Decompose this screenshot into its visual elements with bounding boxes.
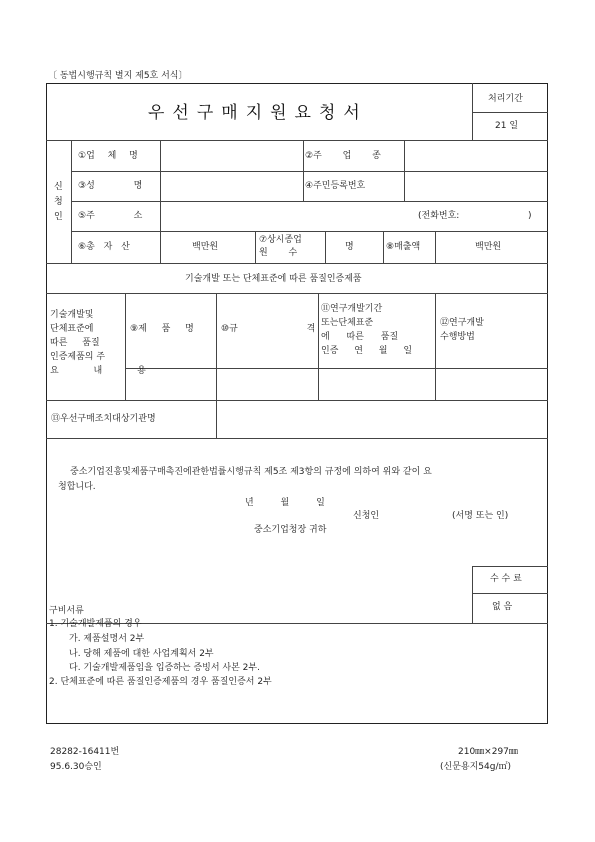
documents-heading: 구비서류 xyxy=(49,606,84,616)
form-number: 28282-16411번 xyxy=(50,747,120,757)
phone-label: (전화번호: xyxy=(418,211,460,221)
paper-type: (신문용지54g/㎡) xyxy=(440,762,511,772)
sales-unit: 백만원 xyxy=(475,242,502,252)
period-label-4: 인증 연 월 일 xyxy=(321,346,413,356)
date-line: 년 월 일 xyxy=(245,498,325,508)
phone-close: ) xyxy=(528,211,532,221)
name-label: ③성 명 xyxy=(78,181,143,191)
approval-date: 95.6.30승인 xyxy=(50,762,102,772)
address-label: ⑤주 소 xyxy=(78,211,143,221)
product-name-label: ⑨제 품 명 xyxy=(130,324,194,334)
company-name-label: ①업 체 명 xyxy=(78,151,138,161)
product-section-heading: 기술개발 또는 단체표준에 따른 품질인증제품 xyxy=(185,274,362,284)
statement-line-2: 청합니다. xyxy=(58,482,96,492)
processing-period-label: 처리기간 xyxy=(488,94,523,104)
product-row-label-4: 인증제품의 주 xyxy=(50,352,106,362)
employees-label-2: 원 수 xyxy=(259,248,298,258)
paper-size: 210㎜×297㎜ xyxy=(458,747,518,757)
applicant-label-3: 인 xyxy=(54,212,63,222)
applicant-sign: 신청인 xyxy=(353,511,380,521)
document-item: 2. 단체표준에 따른 품질인증제품의 경우 품질인증서 2부 xyxy=(49,677,272,687)
method-label-2: 수행방법 xyxy=(440,332,475,342)
addressee: 중소기업청장 귀하 xyxy=(254,525,327,535)
capital-unit: 백만원 xyxy=(192,242,219,252)
document-item: 다. 기술개발제품임을 입증하는 증빙서 사본 2부. xyxy=(69,663,260,673)
spec-label: ⑩규 격 xyxy=(221,324,316,334)
capital-label: ⑥총 자 산 xyxy=(78,242,130,252)
form-reference: 〔 동법시행규칙 별지 제5호 서식〕 xyxy=(48,71,188,81)
applicant-label-1: 신 xyxy=(54,182,63,192)
sign-note: (서명 또는 인) xyxy=(452,511,509,521)
employees-unit: 명 xyxy=(345,242,354,252)
method-label-1: ⑫연구개발 xyxy=(440,318,484,328)
processing-period-value: 21 일 xyxy=(495,121,519,131)
product-row-label-3: 따른 품질 xyxy=(50,338,100,348)
sales-label: ⑧매출액 xyxy=(386,242,421,252)
fee-label: 수 수 료 xyxy=(490,574,522,584)
product-row-label-1: 기술개발및 xyxy=(50,310,94,320)
period-label-2: 또는단체표준 xyxy=(321,318,374,328)
fee-value: 없 음 xyxy=(492,602,513,612)
target-org-label: ⑬우선구매조치대상기관명 xyxy=(51,414,156,424)
statement-line-1: 중소기업진흥및제품구매촉진에관한법률시행규칙 제5조 제3항의 규정에 의하여 위와 같이 요 xyxy=(70,467,432,477)
document-item: 가. 제품설명서 2부 xyxy=(69,634,145,644)
document-item: 1. 기술개발제품의 경우 xyxy=(49,619,142,629)
product-row-label-2: 단체표준에 xyxy=(50,324,94,334)
document-item: 나. 당해 제품에 대한 사업계획서 2부 xyxy=(69,649,214,659)
business-type-label: ②주 업 종 xyxy=(305,151,381,161)
resident-no-label: ④주민등록번호 xyxy=(305,181,366,191)
period-label-1: ⑪연구개발기간 xyxy=(321,304,383,314)
applicant-label-2: 청 xyxy=(54,197,63,207)
product-row-label-5: 요 내 용 xyxy=(50,366,146,376)
period-label-3: 에 따른 품질 xyxy=(321,332,399,342)
page-title: 우선구매지원요청서 xyxy=(148,103,368,123)
employees-label-1: ⑦상시종업 xyxy=(259,235,302,245)
